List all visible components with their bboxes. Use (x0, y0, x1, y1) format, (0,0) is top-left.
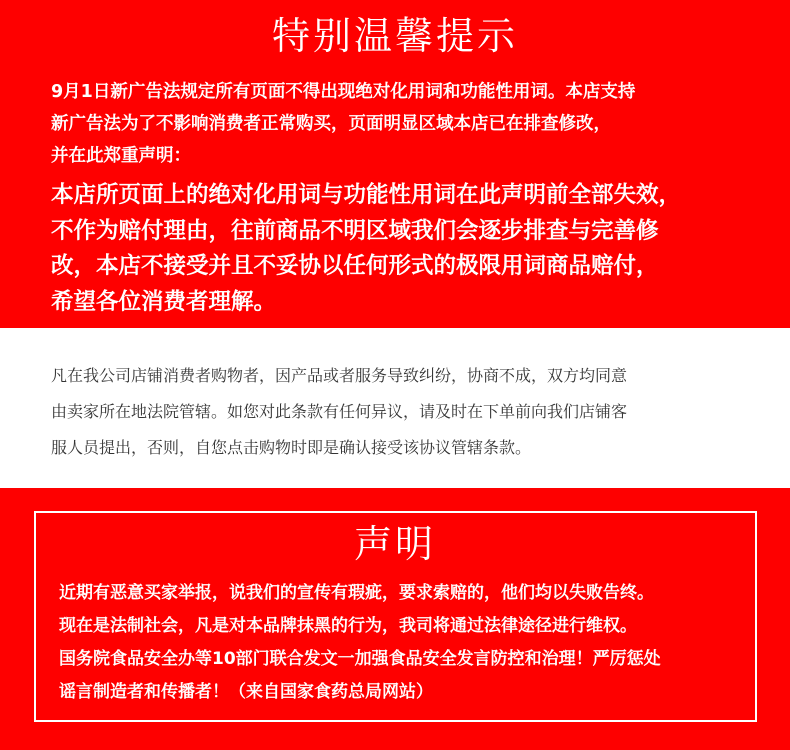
declaration-section (0, 488, 790, 750)
declaration-title: 声明 (353, 522, 436, 566)
declaration-line: 现在是法制社会，凡是对本品牌抹黑的行为，我司将通过法律途径进行维权。 (59, 616, 637, 636)
declaration-line: 国务院食品安全办等10部门联合发文一加强食品安全发言防控和治理！严厉惩处 (59, 649, 661, 669)
clause-line: 服人员提出，否则，自您点击购物时即是确认接受该协议管辖条款。 (51, 438, 532, 457)
statement-line: 不作为赔付理由，往前商品不明区域我们会逐步排查与完善修 (51, 217, 659, 244)
jurisdiction-section (0, 328, 790, 488)
statement-line: 本店所页面上的绝对化用词与功能性用词在此声明前全部失效， (51, 182, 682, 208)
jurisdiction-clause (51, 358, 771, 466)
advertising-law-intro (51, 76, 761, 172)
special-notice-section (0, 0, 790, 328)
invalidation-statement (51, 178, 766, 320)
statement-line: 改，本店不接受并且不妥协以任何形式的极限用词商品赔付， (51, 253, 659, 279)
intro-line: 9月1日新广告法规定所有页面不得出现绝对化用词和功能性用词。本店支持 (51, 82, 636, 102)
clause-line: 由卖家所在地法院管辖。如您对此条款有任何异议，请及时在下单前向我们店铺客 (51, 402, 628, 421)
special-notice-title: 特别温馨提示 (271, 14, 518, 58)
declaration-line: 谣言制造者和传播者！（来自国家食药总局网站） (59, 682, 433, 702)
declaration-text (59, 577, 759, 709)
statement-line: 希望各位消费者理解。 (51, 288, 277, 315)
intro-line: 并在此郑重声明： (51, 146, 191, 166)
clause-line: 凡在我公司店铺消费者购物者，因产品或者服务导致纠纷，协商不成，双方均同意 (51, 366, 628, 385)
intro-line: 新广告法为了不影响消费者正常购买，页面明显区域本店已在排查修改， (51, 114, 611, 134)
declaration-line: 近期有恶意买家举报，说我们的宣传有瑕疵，要求索赔的，他们均以失败告终。 (59, 583, 654, 603)
